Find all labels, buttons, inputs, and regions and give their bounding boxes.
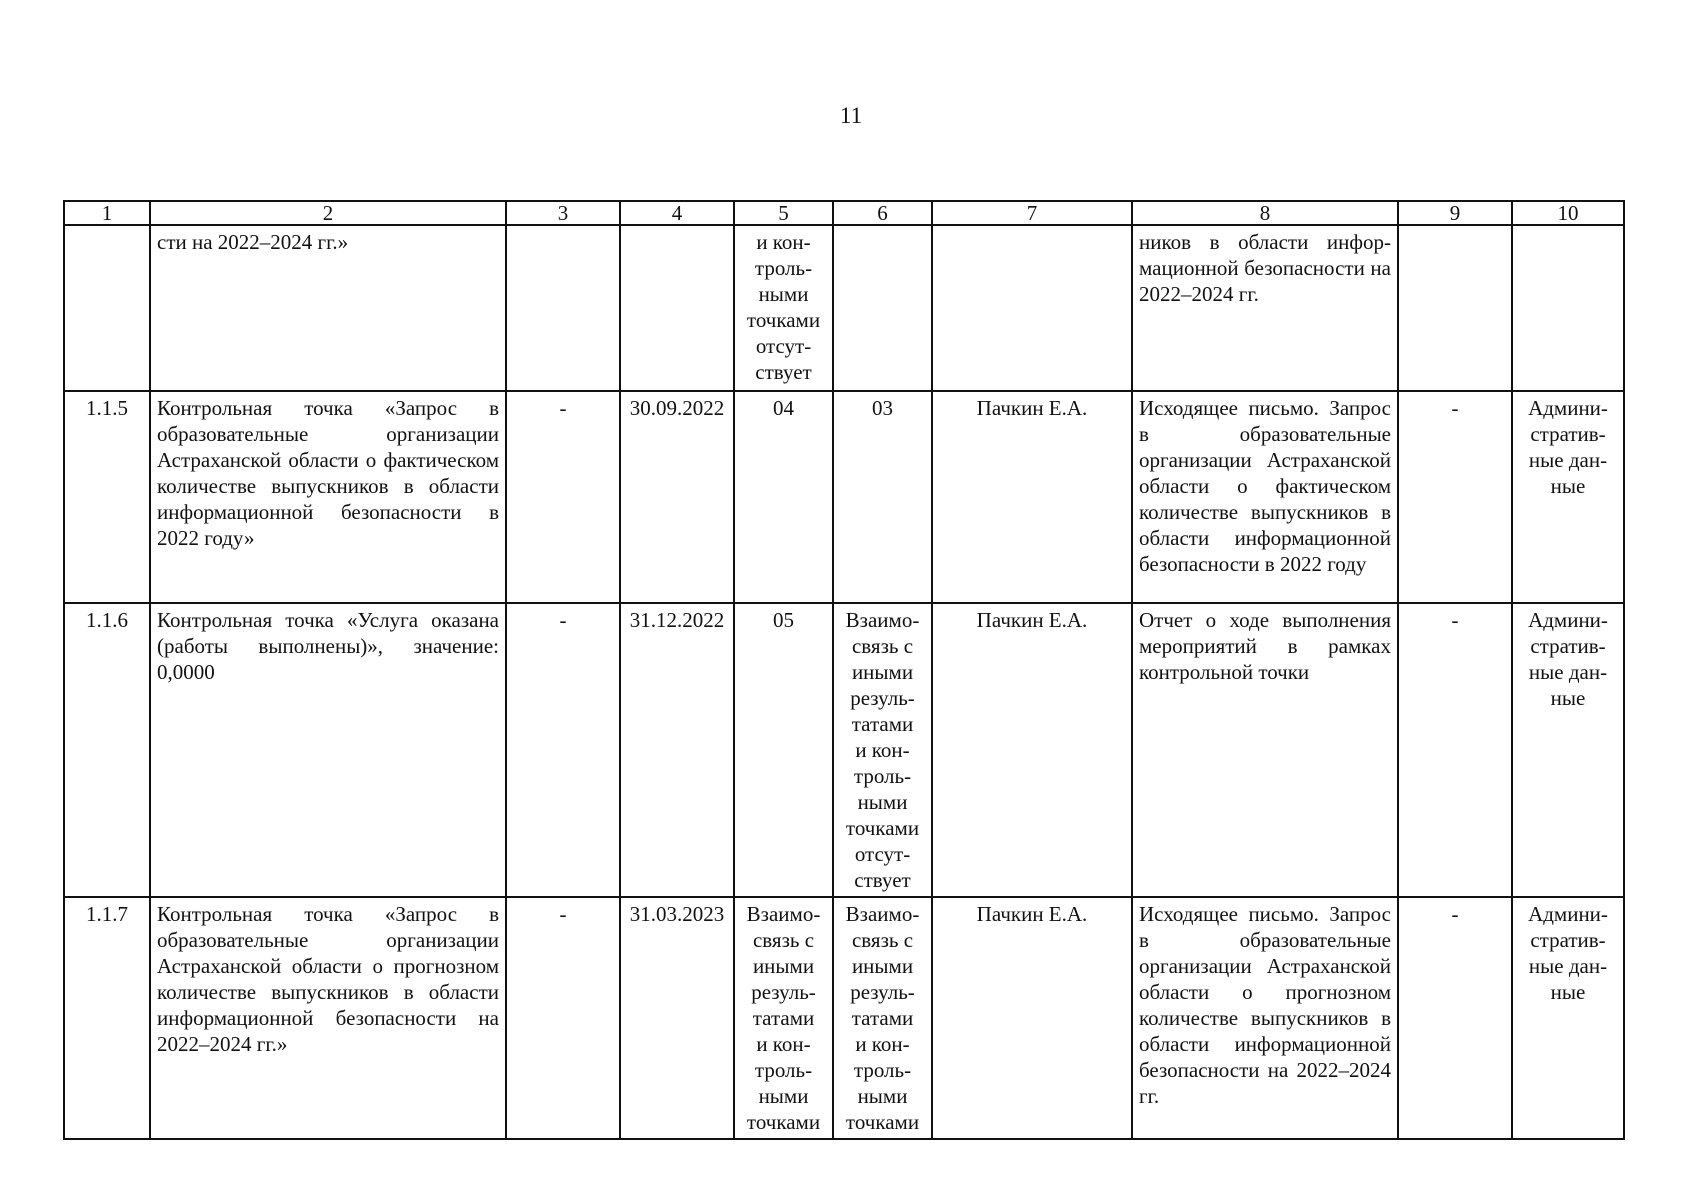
header-cell: 5	[734, 201, 833, 225]
document-description: Отчет о ходе выполнения мероприятий в рамках контрольной точки	[1132, 603, 1398, 897]
header-cell: 7	[932, 201, 1132, 225]
data-source: Админи- стратив- ные дан- ные	[1512, 391, 1624, 603]
header-cell: 6	[833, 201, 932, 225]
deadline-date: 30.09.2022	[620, 391, 734, 603]
page-number: 11	[839, 103, 863, 128]
responsible-person	[932, 225, 1132, 391]
header-cell: 10	[1512, 201, 1624, 225]
table-row	[64, 225, 1624, 391]
deadline-date: 31.12.2022	[620, 603, 734, 897]
event-name: сти на 2022–2024 гг.»	[150, 225, 506, 391]
row-number: 1.1.5	[64, 391, 150, 603]
deadline-date: 31.03.2023	[620, 897, 734, 1139]
event-name: Контрольная точка «Услуга оказана (работы выполнены)», значение: 0,0000	[150, 603, 506, 897]
data-source: Админи- стратив- ные дан- ные	[1512, 603, 1624, 897]
table-row	[64, 897, 1624, 1139]
table-row	[64, 391, 1624, 603]
responsible-person: Пачкин Е.А.	[932, 391, 1132, 603]
table-row	[64, 603, 1624, 897]
event-name: Контрольная точка «Запрос в образовательные организации Астраханской области о фактическом количестве выпускников в области информационной безопасности в 2022 году»	[150, 391, 506, 603]
cell-col3: -	[506, 603, 620, 897]
cell-col5: Взаимо- связь с иными резуль- татами и кон- троль- ными точками	[734, 897, 833, 1139]
cell-col5: 04	[734, 391, 833, 603]
header-cell: 9	[1398, 201, 1512, 225]
header-row	[64, 201, 1624, 225]
cell-col9: -	[1398, 391, 1512, 603]
cell-col6	[833, 225, 932, 391]
cell-col9	[1398, 225, 1512, 391]
document-description: Исходящее письмо. Запрос в образовательные организации Астраханской области о прогнозном количестве выпускников в области информационной безопасности на 2022–2024 гг.	[1132, 897, 1398, 1139]
row-number: 1.1.6	[64, 603, 150, 897]
cell-col6: Взаимо- связь с иными резуль- татами и кон- троль- ными точками	[833, 897, 932, 1139]
document-description: Исходящее письмо. Запрос в образовательные организации Астраханской области о фактическом количестве выпускников в области информационной безопасности в 2022 году	[1132, 391, 1398, 603]
document-description: ников в области инфор-мационной безопасности на 2022–2024 гг.	[1132, 225, 1398, 391]
data-source	[1512, 225, 1624, 391]
event-name: Контрольная точка «Запрос в образовательные организации Астраханской области о прогнозном количестве выпускников в области информационной безопасности на 2022–2024 гг.»	[150, 897, 506, 1139]
cell-col5: и кон- троль- ными точками отсут- ствует	[734, 225, 833, 391]
header-cell: 3	[506, 201, 620, 225]
header-cell: 8	[1132, 201, 1398, 225]
control-points-table	[63, 200, 1625, 1140]
responsible-person: Пачкин Е.А.	[932, 603, 1132, 897]
row-number: 1.1.7	[64, 897, 150, 1139]
cell-col9: -	[1398, 603, 1512, 897]
row-number	[64, 225, 150, 391]
cell-col6: Взаимо- связь с иными резуль- татами и кон- троль- ными точками отсут- ствует	[833, 603, 932, 897]
header-cell: 2	[150, 201, 506, 225]
cell-col3: -	[506, 391, 620, 603]
cell-col3	[506, 225, 620, 391]
data-source: Админи- стратив- ные дан- ные	[1512, 897, 1624, 1139]
cell-col5: 05	[734, 603, 833, 897]
cell-col9: -	[1398, 897, 1512, 1139]
header-cell: 1	[64, 201, 150, 225]
header-cell: 4	[620, 201, 734, 225]
cell-col3: -	[506, 897, 620, 1139]
responsible-person: Пачкин Е.А.	[932, 897, 1132, 1139]
deadline-date	[620, 225, 734, 391]
cell-col6: 03	[833, 391, 932, 603]
